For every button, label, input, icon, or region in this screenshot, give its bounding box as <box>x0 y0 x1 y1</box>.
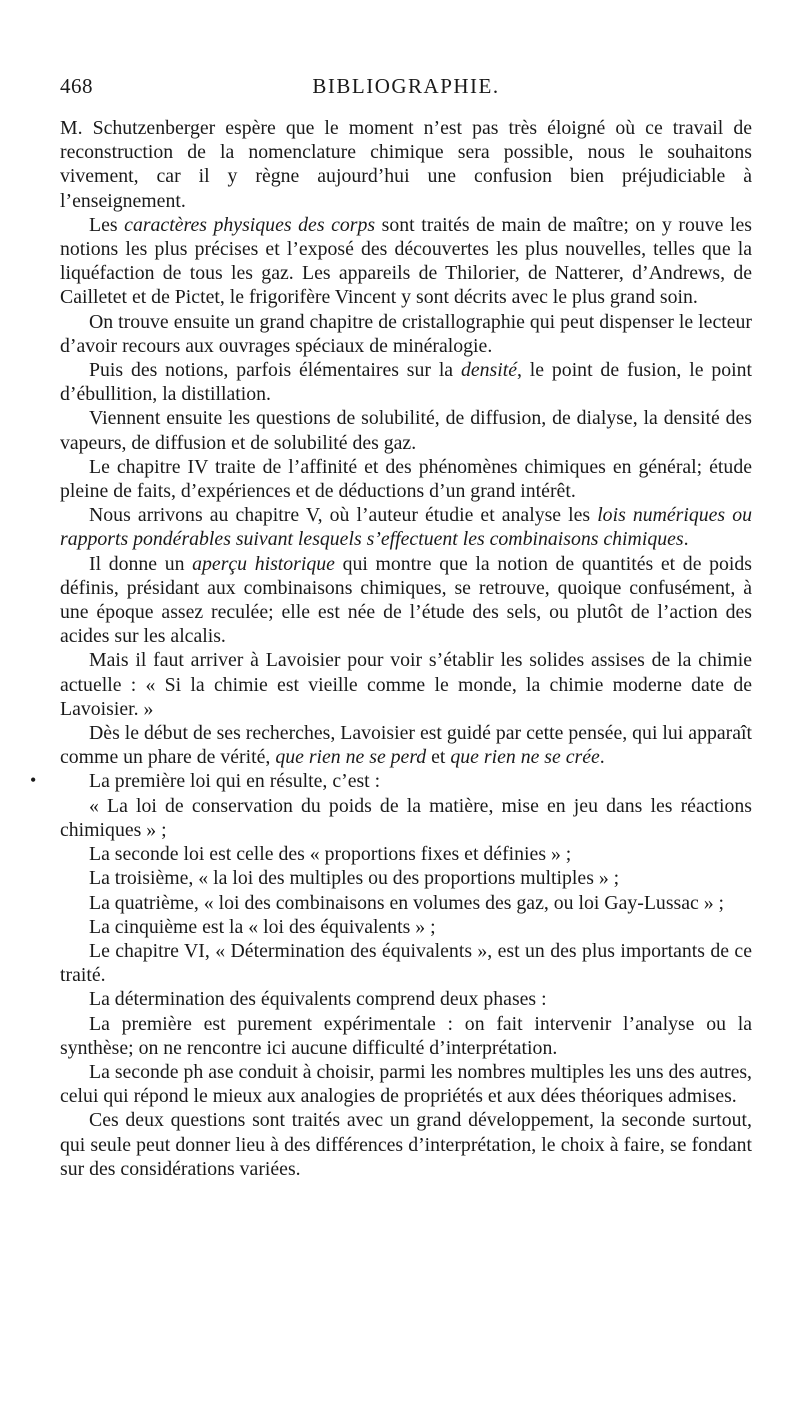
paragraph <box>60 406 752 454</box>
paragraph <box>60 213 752 310</box>
text: Mais il faut arriver à Lavoisier pour voir s’établir les solides assises de la chimie actuelle : « Si la chimie est vieille comme le monde, la chimie moderne date de Lavoisier. » <box>60 649 752 720</box>
text: Viennent ensuite les questions de solubilité, de diffusion, de dialyse, la densité des vapeurs, de diffusion et de solubilité des gaz. <box>60 407 752 454</box>
page-header <box>60 74 752 104</box>
running-title: BIBLIOGRAPHIE. <box>312 74 500 98</box>
text: Le chapitre VI, « Détermination des équivalents », est un des plus importants de ce traité. <box>60 939 752 987</box>
text: qui montre que la notion de quantités et de poids définis, présidant aux combinaisons chimiques, se retrouve, quoique confusément, à une époque assez reculée; elle est née de l’étude des sels, ou plutôt de l’action des acides sur les alcalis. <box>60 552 752 648</box>
text: La seconde loi est celle des « proportions fixes et définies » ; <box>89 843 572 866</box>
text: Dès le début de ses recherches, Lavoisier est guidé par cette pensée, qui lui apparaît comme un phare de vérité, <box>60 722 752 769</box>
paragraph <box>60 358 752 406</box>
italic-text: que rien ne se crée <box>450 746 600 769</box>
text: La première loi qui en résulte, c’est : <box>89 770 381 793</box>
italic-text: que rien ne se perd <box>275 746 427 769</box>
italic-text: caractères physiques des corps <box>124 213 376 236</box>
text: M. Schutzenberger espère que le moment n’est pas très éloigné où ce travail de reconstruction de la nomenclature chimique sera possible, nous le souhaitons vivement, car il y règne aujourd’hui une confusion bien préjudiciable à l’enseignement. <box>60 117 752 212</box>
text: Puis des notions, parfois élémentaires sur la <box>89 359 461 382</box>
text: « La loi de conservation du poids de la matière, mise en jeu dans les réactions chimiques » ; <box>60 794 752 841</box>
paragraph <box>60 794 752 842</box>
text: , le point de fusion, le point d’ébullition, la distillation. <box>60 359 752 406</box>
paragraph <box>60 310 752 358</box>
paragraph <box>60 915 752 939</box>
text: Le chapitre IV traite de l’affinité et des phénomènes chimiques en général; étude pleine de faits, d’expériences et de déductions d’un grand intérêt. <box>60 455 752 503</box>
paragraph <box>60 116 752 213</box>
text: Les <box>89 213 125 236</box>
text: et <box>426 746 451 769</box>
article-body <box>60 116 752 1181</box>
paragraph <box>60 648 752 721</box>
paragraph <box>60 939 752 987</box>
text: Il donne un <box>89 552 193 575</box>
italic-text: aperçu historique <box>192 552 335 575</box>
paragraph <box>60 721 752 769</box>
italic-text: densité <box>460 359 517 382</box>
paragraph <box>60 842 752 866</box>
paragraph <box>60 866 752 890</box>
paragraph <box>60 1012 752 1060</box>
paragraph <box>60 1108 752 1181</box>
text: La seconde ph ase conduit à choisir, parmi les nombres multiples les uns des autres, celui qui répond le mieux aux analogies de propriétés et aux dées théoriques admises. <box>60 1060 752 1108</box>
paragraph <box>60 769 752 793</box>
text: On trouve ensuite un grand chapitre de cristallographie qui peut dispenser le lecteur d’avoir recours aux ouvrages spéciaux de minéralogie. <box>60 310 752 357</box>
text: La détermination des équivalents comprend deux phases : <box>89 988 547 1011</box>
paragraph <box>60 552 752 649</box>
text: La quatrième, « loi des combinaisons en volumes des gaz, ou loi Gay-Lussac » ; <box>89 891 725 914</box>
paragraph <box>60 1060 752 1108</box>
text: Nous arrivons au chapitre V, où l’auteur étudie et analyse les <box>89 504 598 527</box>
paragraph <box>60 987 752 1011</box>
text: . <box>599 746 605 769</box>
text: Ces deux questions sont traités avec un grand développement, la seconde surtout, qui seule peut donner lieu à des différences d’interprétation, le choix à faire, se fondant sur des considérations variées. <box>60 1109 752 1180</box>
margin-marker: • <box>30 770 37 790</box>
text: sont traités de main de maître; on y rouve les notions les plus précises et l’exposé des découvertes les plus nouvelles, telles que la liquéfaction de tous les gaz. Les appareils de Thilorier, de Natterer, d’Andrews, de Cailletet et de Pictet, le frigorifère Vincent y sont décrits avec le plus grand soin. <box>60 213 752 309</box>
text: La cinquième est la « loi des équivalents » ; <box>89 915 436 938</box>
text: La troisième, « la loi des multiples ou des proportions multiples » ; <box>89 867 620 890</box>
italic-text: lois numériques ou rapports pondérables suivant lesquels s’effectuent les combinaisons chimiques <box>60 504 752 551</box>
paragraph <box>60 503 752 551</box>
text: . <box>683 528 689 551</box>
page-number: 468 <box>60 74 93 98</box>
paragraph <box>60 455 752 503</box>
paragraph <box>60 891 752 915</box>
text: La première est purement expérimentale : on fait intervenir l’analyse ou la synthèse; on ne rencontre ici aucune difficulté d’interprétation. <box>60 1012 752 1059</box>
